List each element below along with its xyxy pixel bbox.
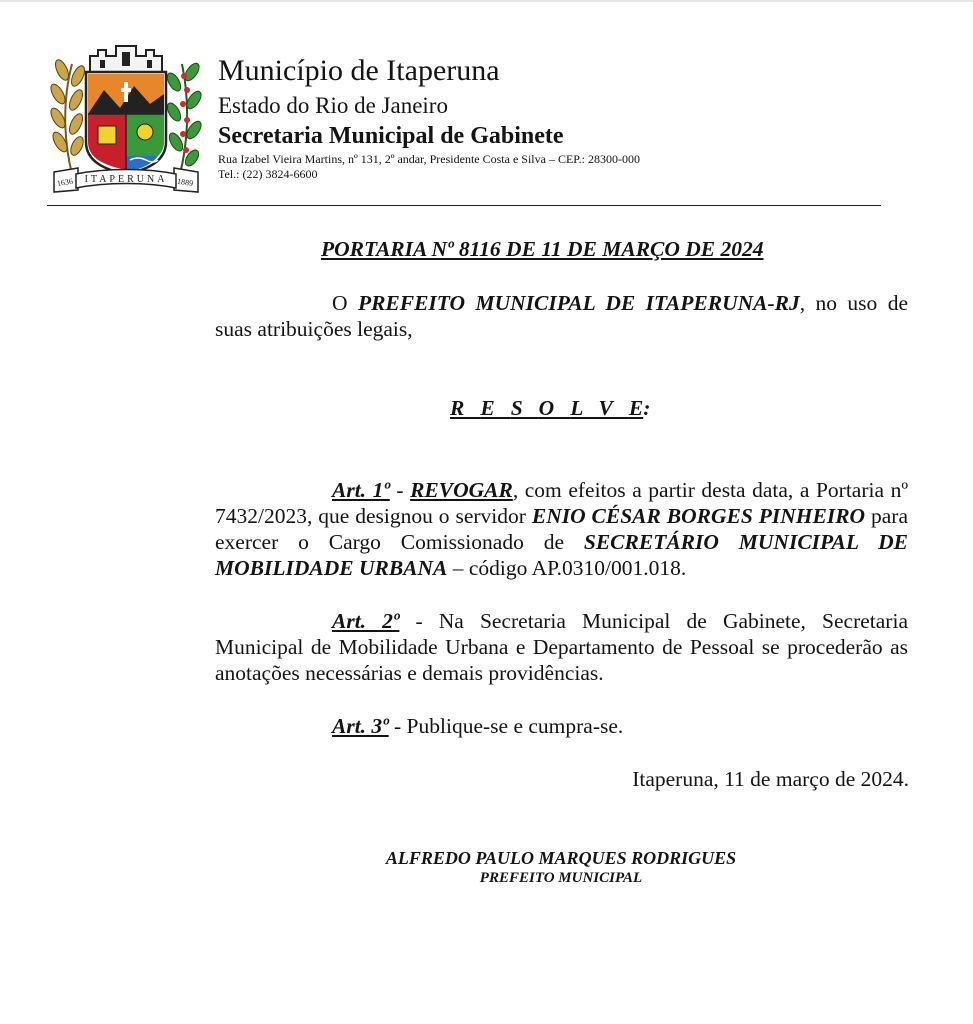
article-1-position: SECRETÁRIO MUNICIPAL DE MOBILIDADE URBANA xyxy=(215,530,908,580)
mural-crown-icon xyxy=(90,46,162,72)
intro-subject: PREFEITO MUNICIPAL DE ITAPERUNA-RJ xyxy=(357,291,800,315)
signatory-role: PREFEITO MUNICIPAL xyxy=(479,870,643,886)
article-2 xyxy=(215,608,908,686)
header-divider xyxy=(47,205,881,206)
shield-icon xyxy=(86,72,166,174)
article-1-label: Art. 1º xyxy=(332,478,390,502)
resolve-letter: O xyxy=(538,396,571,420)
article-1 xyxy=(215,477,908,581)
banner-icon xyxy=(54,168,198,192)
resolve-letter: R xyxy=(450,396,481,420)
wheat-branch-icon xyxy=(48,58,87,174)
resolve-colon: : xyxy=(643,396,651,420)
resolve-letter: V xyxy=(598,396,629,420)
resolve-letter: S xyxy=(510,396,539,420)
article-3-text: - Publique-se e cumpra-se. xyxy=(388,714,624,738)
article-1-text-3: – código AP.0310/001.018. xyxy=(447,556,687,580)
article-2-text: - Na Secretaria Municipal de Gabinete, Secretaria Municipal de Mobilidade Urbana e Departamento de Pessoal se procederão as anotações necessárias e demais providências. xyxy=(215,609,908,685)
signatory-name: ALFREDO PAULO MARQUES RODRIGUES xyxy=(385,848,737,868)
article-1-dash: - xyxy=(389,478,411,502)
resolve-letter: E xyxy=(480,396,511,420)
banner-name: ITAPERUNA xyxy=(84,174,168,185)
article-3-label: Art. 3º xyxy=(332,714,389,738)
phone-line: Tel.: (22) 3824-6600 xyxy=(218,167,318,181)
resolve-word xyxy=(450,396,643,420)
intro-paragraph xyxy=(215,290,908,342)
intro-prefix: O xyxy=(332,291,358,315)
state-name: Estado do Rio de Janeiro xyxy=(218,93,448,118)
page-top-edge xyxy=(0,0,973,2)
article-1-text-2: para exercer o Cargo Comissionado de xyxy=(215,504,908,554)
article-1-person: ENIO CÉSAR BORGES PINHEIRO xyxy=(531,504,866,528)
secretariat-name: Secretaria Municipal de Gabinete xyxy=(218,123,564,149)
resolve-letter: L xyxy=(570,396,599,420)
intro-suffix: , no uso de suas atribuições legais, xyxy=(215,291,908,341)
article-3 xyxy=(215,713,908,739)
resolve-heading xyxy=(450,395,650,421)
article-1-verb: REVOGAR xyxy=(410,478,513,502)
coffee-branch-icon xyxy=(165,61,204,174)
municipality-title: Município de Itaperuna xyxy=(218,54,500,87)
resolve-letter: E xyxy=(628,396,644,420)
document-heading: PORTARIA Nº 8116 DE 11 DE MARÇO DE 2024 xyxy=(321,237,764,261)
banner-year-left: 1636 xyxy=(56,176,74,188)
coat-of-arms-icon xyxy=(46,42,206,194)
address-line: Rua Izabel Vieira Martins, nº 131, 2º andar, Presidente Costa e Silva – CEP.: 28300-000 xyxy=(218,152,640,166)
article-1-text-1: , com efeitos a partir desta data, a Portaria nº 7432/2023, que designou o servidor xyxy=(215,478,908,528)
banner-year-right: 1889 xyxy=(176,176,194,188)
place-and-date: Itaperuna, 11 de março de 2024. xyxy=(632,767,909,791)
article-2-label: Art. 2º xyxy=(332,609,400,633)
